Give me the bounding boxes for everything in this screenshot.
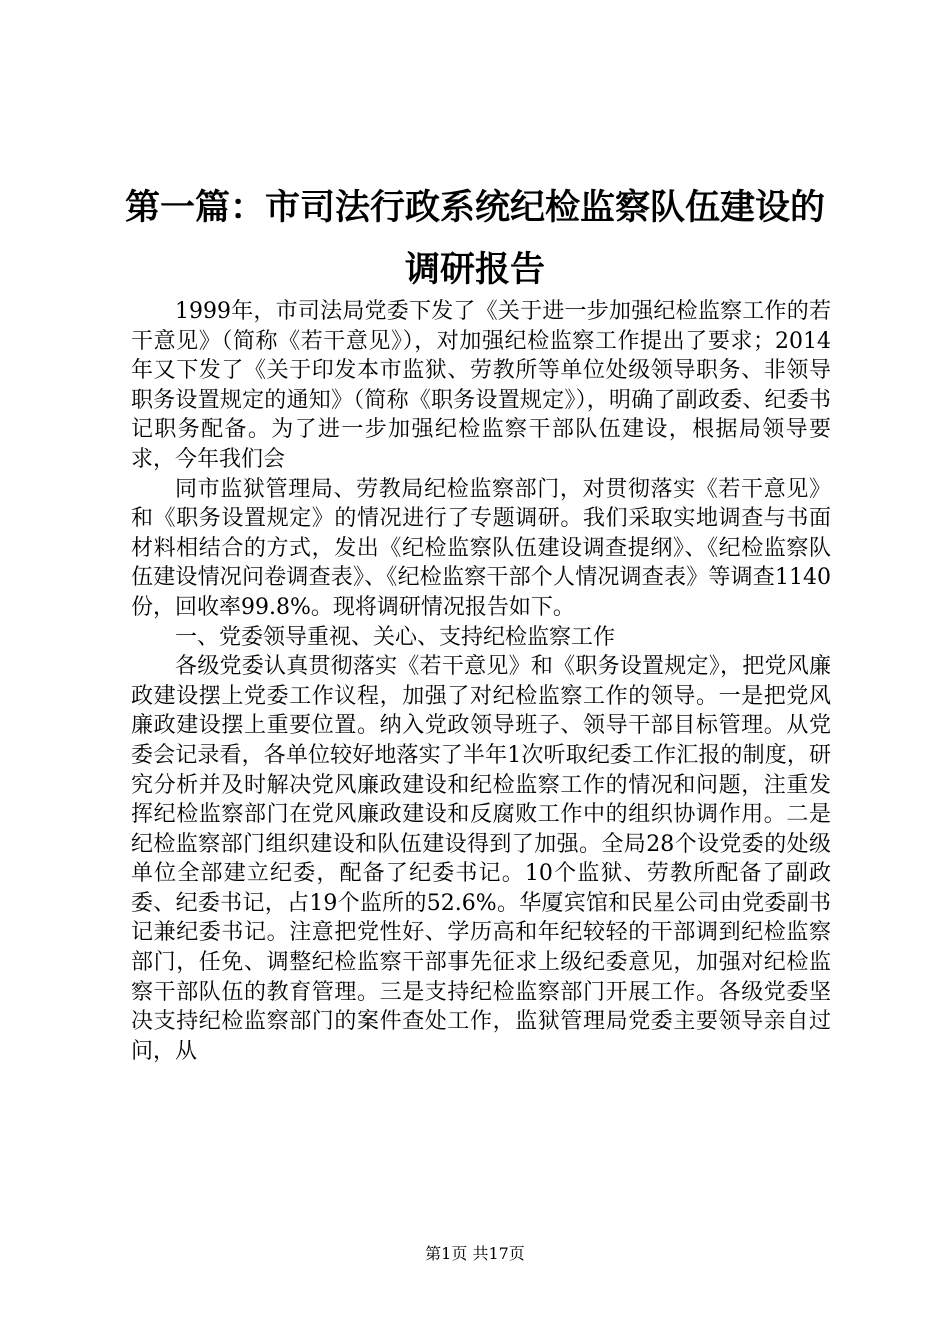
document-body <box>131 297 831 1066</box>
document-title-line-2: 调研报告 <box>404 249 545 290</box>
paragraph: 1999年，市司法局党委下发了《关于进一步加强纪检监察工作的若干意见》（简称《若干意见》），对加强纪检监察工作提出了要求；2014年又下发了《关于印发本市监狱、劳教所等单位处级领导职务、非领导职务设置规定的通知》（简称《职务设置规定》），明确了副政委、纪委书记职务配备。为了进一步加强纪检监察干部队伍建设，根据局领导要求，今年我们会 <box>131 299 831 472</box>
page-number-footer: 第1页 共17页 <box>425 1244 525 1263</box>
paragraph: 各级党委认真贯彻落实《若干意见》和《职务设置规定》，把党风廉政建设摆上党委工作议程，加强了对纪检监察工作的领导。一是把党风廉政建设摆上重要位置。纳入党政领导班子、领导干部目标管理。从党委会记录看，各单位较好地落实了半年1次听取纪委工作汇报的制度，研究分析并及时解决党风廉政建设和纪检监察工作的情况和问题，注重发挥纪检监察部门在党风廉政建设和反腐败工作中的组织协调作用。二是纪检监察部门组织建设和队伍建设得到了加强。全局28个设党委的处级单位全部建立纪委，配备了纪委书记。10个监狱、劳教所配备了副政委、纪委书记，占19个监所的52.6%。华厦宾馆和民星公司由党委副书记兼纪委书记。注意把党性好、学历高和年纪较轻的干部调到纪检监察部门，任免、调整纪检监察干部事先征求上级纪委意见，加强对纪检监察干部队伍的教育管理。三是支持纪检监察部门开展工作。各级党委坚决支持纪检监察部门的案件查处工作，监狱管理局党委主要领导亲自过问，从 <box>131 654 831 1064</box>
section-heading: 一、党委领导重视、关心、支持纪检监察工作 <box>175 624 616 650</box>
paragraph: 同市监狱管理局、劳教局纪检监察部门，对贯彻落实《若干意见》和《职务设置规定》的情况进行了专题调研。我们采取实地调查与书面材料相结合的方式，发出《纪检监察队伍建设调查提纲》、《纪检监察队伍建设情况问卷调查表》、《纪检监察干部个人情况调查表》等调查1140份，回收率99.8%。现将调研情况报告如下。 <box>131 476 831 620</box>
document-title-line-1: 第一篇：市司法行政系统纪检监察队伍建设的 <box>124 187 825 228</box>
